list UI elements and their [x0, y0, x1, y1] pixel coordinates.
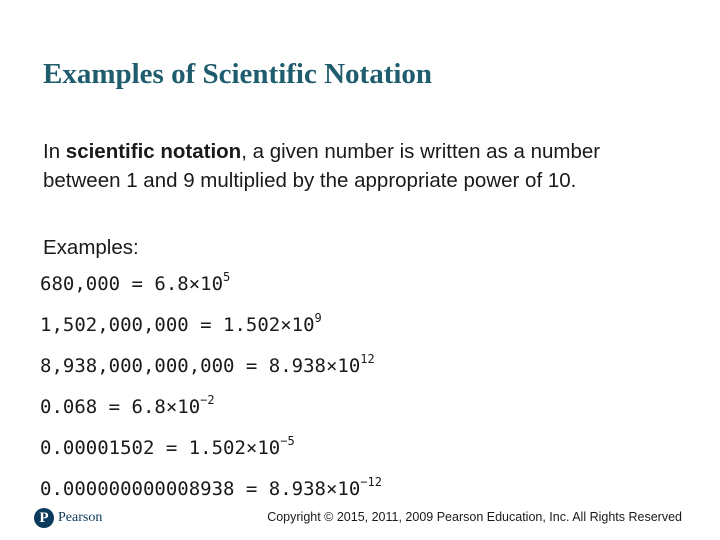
example-equation: 0.068 = 6.8×10 [40, 396, 201, 418]
example-exponent: 5 [223, 270, 231, 284]
example-exponent: −5 [280, 434, 295, 448]
copyright-notice: Copyright © 2015, 2011, 2009 Pearson Education, Inc. All Rights Reserved [267, 510, 682, 524]
example-row [40, 393, 215, 421]
example-exponent: 12 [360, 352, 375, 366]
intro-emphasis: scientific notation [65, 140, 242, 163]
example-row [40, 311, 322, 339]
pearson-logo-text: Pearson [58, 510, 103, 525]
example-row [40, 434, 295, 462]
intro-text-after: , a given number is written as a number between 1 and 9 multiplied by the appropriate power of 10. [43, 140, 601, 192]
example-equation: 0.00001502 = 1.502×10 [40, 437, 281, 459]
pearson-logo [34, 507, 102, 529]
examples-label: Examples: [43, 236, 139, 259]
example-equation: 680,000 = 6.8×10 [40, 273, 224, 295]
example-row [40, 270, 230, 298]
slide-title: Examples of Scientific Notation [43, 58, 433, 90]
example-equation: 1,502,000,000 = 1.502×10 [40, 314, 315, 336]
example-row [40, 475, 382, 503]
intro-paragraph [43, 137, 683, 195]
example-equation: 8,938,000,000,000 = 8.938×10 [40, 355, 361, 377]
example-exponent: −12 [360, 475, 382, 489]
example-exponent: −2 [200, 393, 215, 407]
intro-text-before: In [43, 140, 66, 163]
example-equation: 0.000000000008938 = 8.938×10 [40, 478, 361, 500]
example-row [40, 352, 375, 380]
example-exponent: 9 [314, 311, 322, 325]
pearson-logo-icon: P [34, 508, 54, 528]
